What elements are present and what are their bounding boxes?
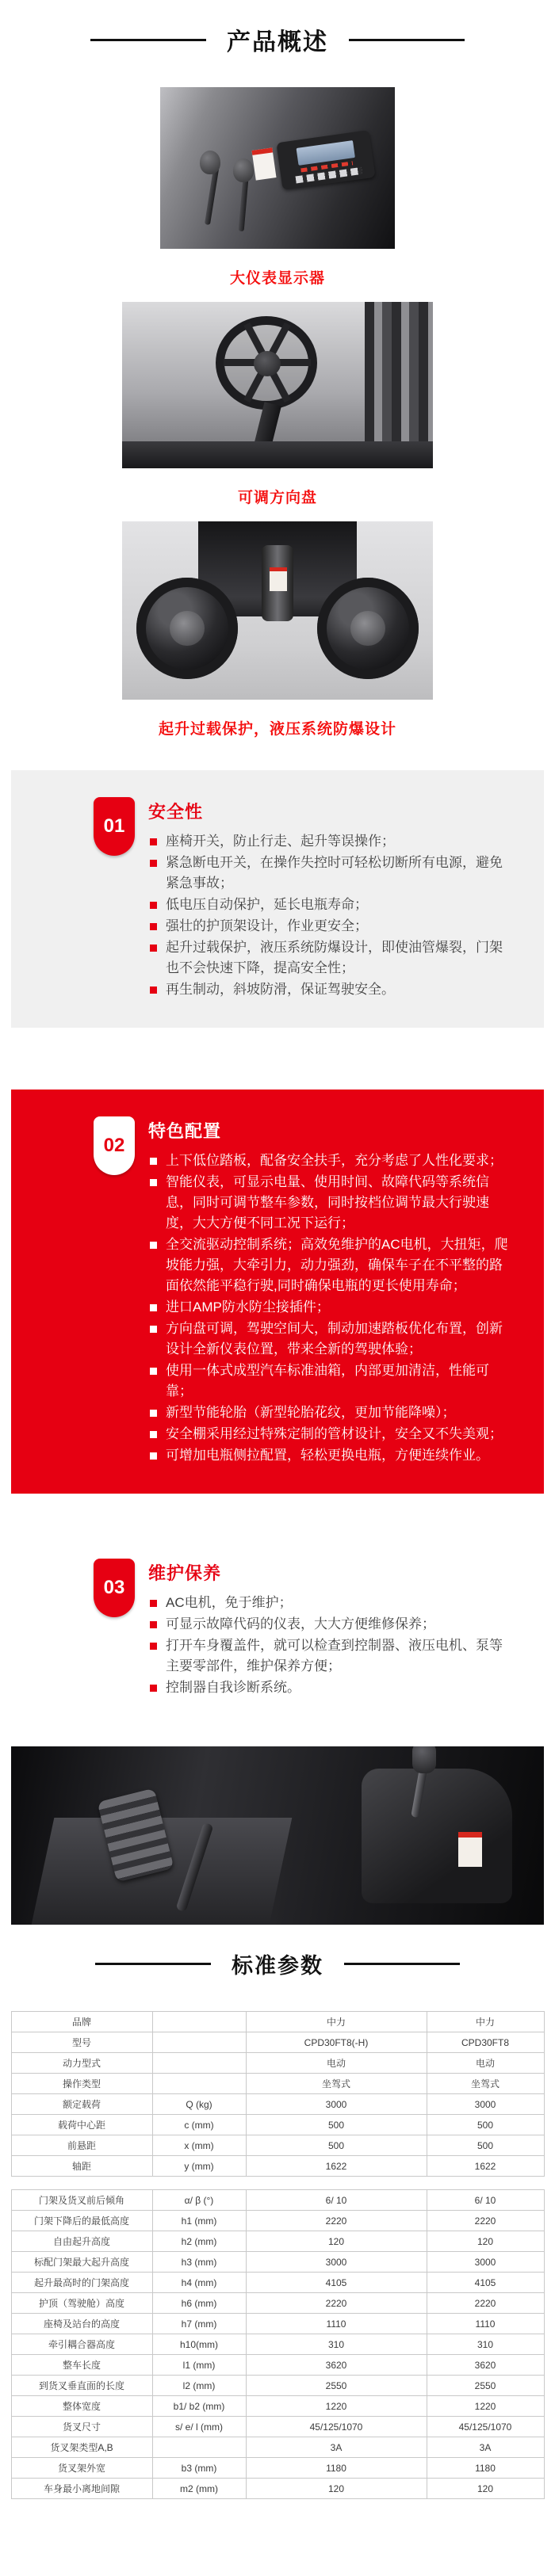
spec-row [11,2115,544,2135]
spec-row [11,2376,544,2396]
spec-cell: 品牌 [11,2012,152,2032]
overview-title: 产品概述 [227,29,328,55]
spec-row [11,2458,544,2479]
spec-cell: Q (kg) [152,2094,246,2115]
spec-cell: 中力 [427,2012,544,2032]
feature-dashboard [0,87,555,288]
spec-cell: 货叉架外宽 [11,2458,152,2479]
section-safety-bullets [148,831,515,1000]
pedals-and-controls-photo [11,1746,544,1925]
spec-row [11,2094,544,2115]
spec-cell: h3 (mm) [152,2252,246,2273]
spec-row [11,2252,544,2273]
spec-cell: 1180 [427,2458,544,2479]
spec-cell [152,2074,246,2094]
spec-cell: 6/ 10 [427,2190,544,2211]
params-header [0,1948,555,1979]
section-maintenance-body [148,1559,515,1699]
spec-cell: 型号 [11,2032,152,2053]
spec-cell: l1 (mm) [152,2355,246,2376]
wheel-rim-shape [350,611,385,646]
spec-table-basic [11,2011,545,2177]
section-featured-title: 特色配置 [148,1121,222,1141]
title-line-left [90,39,206,41]
section-safety-title: 安全性 [148,802,204,822]
section-maintenance [11,1532,544,1726]
feature-caption-steering: 可调方向盘 [237,490,317,506]
cabin-body-shape [122,441,433,468]
spec-cell: α/ β (°) [152,2190,246,2211]
spec-cell: 2220 [246,2211,427,2231]
spec-cell: c (mm) [152,2115,246,2135]
spec-cell: 3A [246,2437,427,2458]
spec-cell: 500 [246,2135,427,2156]
spec-cell: h1 (mm) [152,2211,246,2231]
section-safety-head [11,797,515,1001]
spec-cell: 3620 [427,2355,544,2376]
spec-cell: s/ e/ l (mm) [152,2417,246,2437]
spec-cell: 牵引耦合器高度 [11,2334,152,2355]
spec-cell: 6/ 10 [246,2190,427,2211]
feature-overload-protection [0,521,555,738]
spec-cell: 动力型式 [11,2053,152,2074]
spec-cell: 货叉架类型A,B [11,2437,152,2458]
spec-row [11,2314,544,2334]
spec-cell: 4105 [246,2273,427,2293]
spec-row [11,2211,544,2231]
spec-cell: 1622 [246,2156,427,2177]
spec-cell: 起升最高时的门架高度 [11,2273,152,2293]
spec-cell [152,2012,246,2032]
spec-cell: 整体宽度 [11,2396,152,2417]
spec-cell: 3000 [246,2094,427,2115]
spec-row [11,2053,544,2074]
warning-sticker-shape [458,1832,482,1867]
spec-cell: CPD30FT8 [427,2032,544,2053]
spec-cell: 中力 [246,2012,427,2032]
spec-row [11,2156,544,2177]
bullet-item: 上下低位踏板，配备安全扶手，充分考虑了人性化要求； [148,1151,515,1171]
spec-cell: 500 [427,2135,544,2156]
bullet-item: 打开车身覆盖件，就可以检查到控制器、液压电机、泵等主要零部件，维护保养方便； [148,1635,515,1677]
spec-row [11,2190,544,2211]
spec-cell: 门架及货叉前后倾角 [11,2190,152,2211]
wheel-hub-shape [254,351,281,376]
spec-cell: 电动 [427,2053,544,2074]
spec-cell: 2220 [246,2293,427,2314]
spec-cell: 前悬距 [11,2135,152,2156]
dashboard-display-photo [160,87,395,249]
section-maintenance-bullets [148,1593,515,1698]
section-featured-bullets [148,1151,515,1466]
bullet-item: 紧急断电开关，在操作失控时可轻松切断所有电源，避免紧急事故； [148,853,515,894]
lever-knob-shape [412,1746,436,1773]
section-maintenance-title: 维护保养 [148,1563,222,1583]
bullet-item: 座椅开关，防止行走、起升等误操作； [148,831,515,852]
section-number-badge: 02 [94,1116,135,1175]
spec-row [11,2396,544,2417]
bullet-item: 可增加电瓶侧拉配置，轻松更换电瓶，方便连续作业。 [148,1445,515,1466]
spec-row [11,2074,544,2094]
spec-cell: 310 [427,2334,544,2355]
bullet-item: 起升过载保护，液压系统防爆设计，即使油管爆裂，门架也不会快速下降，提高安全性； [148,937,515,979]
spec-cell: 45/125/1070 [427,2417,544,2437]
spec-cell: 3000 [427,2094,544,2115]
spec-cell: 1220 [246,2396,427,2417]
spec-row [11,2293,544,2314]
spec-cell: 3000 [427,2252,544,2273]
spec-cell: 2220 [427,2211,544,2231]
spec-row [11,2135,544,2156]
bullet-item: 智能仪表，可显示电量、使用时间、故障代码等系统信息，同时可调节整车参数，同时按档位调节最大行驶速度，大大方便不同工况下运行； [148,1172,515,1234]
feature-caption-dashboard: 大仪表显示器 [229,270,325,287]
spec-cell: h4 (mm) [152,2273,246,2293]
warning-sticker-shape [251,147,276,180]
spec-cell: h6 (mm) [152,2293,246,2314]
spec-row [11,2355,544,2376]
section-number-badge: 01 [94,797,135,856]
bullet-item: 进口AMP防水防尘接插件； [148,1297,515,1318]
wheel-rim-shape [170,611,205,646]
spec-cell: 3000 [246,2252,427,2273]
section-featured-body [148,1116,515,1467]
spec-cell: 自由起升高度 [11,2231,152,2252]
spec-cell: 车身最小离地间隙 [11,2479,152,2499]
spec-cell: b1/ b2 (mm) [152,2396,246,2417]
section-safety [11,770,544,1028]
spec-cell: 2550 [246,2376,427,2396]
warning-sticker-shape [270,567,287,591]
spec-cell: 120 [427,2479,544,2499]
spec-cell: 120 [427,2231,544,2252]
fender-shape [362,1769,512,1903]
spec-cell: 310 [246,2334,427,2355]
spec-cell: x (mm) [152,2135,246,2156]
bullet-item: 安全棚采用经过特殊定制的管材设计，安全又不失美观； [148,1424,515,1444]
spec-row [11,2417,544,2437]
spec-cell: 到货叉垂直面的长度 [11,2376,152,2396]
spec-cell [152,2032,246,2053]
instrument-display-shape [276,130,375,190]
spec-cell: 120 [246,2479,427,2499]
title-line-left [95,1963,211,1965]
spec-cell: 1220 [427,2396,544,2417]
spec-cell: 门架下降后的最低高度 [11,2211,152,2231]
spec-cell: h10(mm) [152,2334,246,2355]
spec-cell: h2 (mm) [152,2231,246,2252]
spec-row [11,2334,544,2355]
lever-knob-shape [200,151,220,174]
bullet-item: 全交流驱动控制系统；高效免维护的AC电机，大扭矩，爬坡能力强，大牵引力，动力强劲，确保车子在不平整的路面依然能平稳行驶,同时确保电瓶的更长使用寿命； [148,1235,515,1296]
spec-cell: m2 (mm) [152,2479,246,2499]
bullet-item: 低电压自动保护，延长电瓶寿命； [148,895,515,915]
spec-cell: b3 (mm) [152,2458,246,2479]
spec-table-basic-body [11,2012,544,2177]
spec-cell: 整车长度 [11,2355,152,2376]
spec-cell: 1110 [246,2314,427,2334]
spec-cell: 载荷中心距 [11,2115,152,2135]
bullet-item: 新型节能轮胎（新型轮胎花纹，更加节能降噪）； [148,1402,515,1423]
spec-table-dimensions-body [11,2190,544,2499]
feature-steering [0,302,555,507]
lever-knob-shape [233,158,254,182]
spec-cell: 2220 [427,2293,544,2314]
spec-cell: 坐驾式 [246,2074,427,2094]
section-maintenance-head [11,1559,515,1699]
bullet-item: 方向盘可调，驾驶空间大，制动加速踏板优化布置，创新设计全新仪表位置，带来全新的驾驶体验； [148,1319,515,1360]
spec-cell: 500 [246,2115,427,2135]
bullet-item: AC电机，免于维护； [148,1593,515,1613]
spec-cell: 座椅及站台的高度 [11,2314,152,2334]
drive-wheels-photo [122,521,433,700]
spec-cell [152,2053,246,2074]
spec-row [11,2012,544,2032]
spec-cell: 电动 [246,2053,427,2074]
spec-cell: h7 (mm) [152,2314,246,2334]
spec-cell [152,2437,246,2458]
spec-cell: l2 (mm) [152,2376,246,2396]
bullet-item: 强壮的护顶架设计，作业更安全； [148,916,515,937]
spec-row [11,2437,544,2458]
spec-cell: 操作类型 [11,2074,152,2094]
section-number-badge: 03 [94,1559,135,1617]
feature-caption-overload: 起升过载保护，液压系统防爆设计 [158,721,396,738]
steering-wheel-photo [122,302,433,468]
section-safety-body [148,797,515,1001]
params-title: 标准参数 [232,1954,323,1978]
spec-cell: 4105 [427,2273,544,2293]
spec-row [11,2231,544,2252]
spec-cell: 120 [246,2231,427,2252]
bullet-item: 可显示故障代码的仪表，大大方便维修保养； [148,1614,515,1635]
spec-cell: 45/125/1070 [246,2417,427,2437]
spec-row [11,2479,544,2499]
spec-cell: 坐驾式 [427,2074,544,2094]
section-featured-head [11,1116,515,1467]
bullet-item: 控制器自我诊断系统。 [148,1677,515,1698]
bullet-item: 再生制动，斜坡防滑，保证驾驶安全。 [148,979,515,1000]
spec-cell: 额定载荷 [11,2094,152,2115]
title-line-right [344,1963,460,1965]
spec-cell: 2550 [427,2376,544,2396]
bullet-item: 使用一体式成型汽车标准油箱，内部更加清洁，性能可靠； [148,1361,515,1402]
spec-cell: 500 [427,2115,544,2135]
spec-cell: 护顶（驾驶舱）高度 [11,2293,152,2314]
spec-row [11,2032,544,2053]
spec-cell: 1180 [246,2458,427,2479]
spec-table-dimensions [11,2189,545,2499]
spec-cell: 3620 [246,2355,427,2376]
spec-cell: 1622 [427,2156,544,2177]
spec-cell: 1110 [427,2314,544,2334]
section-featured-config [11,1090,544,1494]
spec-cell: 3A [427,2437,544,2458]
spec-cell: 轴距 [11,2156,152,2177]
spec-cell: CPD30FT8(-H) [246,2032,427,2053]
title-line-right [349,39,465,41]
spec-cell: 标配门架最大起升高度 [11,2252,152,2273]
spec-row [11,2273,544,2293]
overview-header [0,22,555,57]
spec-cell: y (mm) [152,2156,246,2177]
spec-cell: 货叉尺寸 [11,2417,152,2437]
